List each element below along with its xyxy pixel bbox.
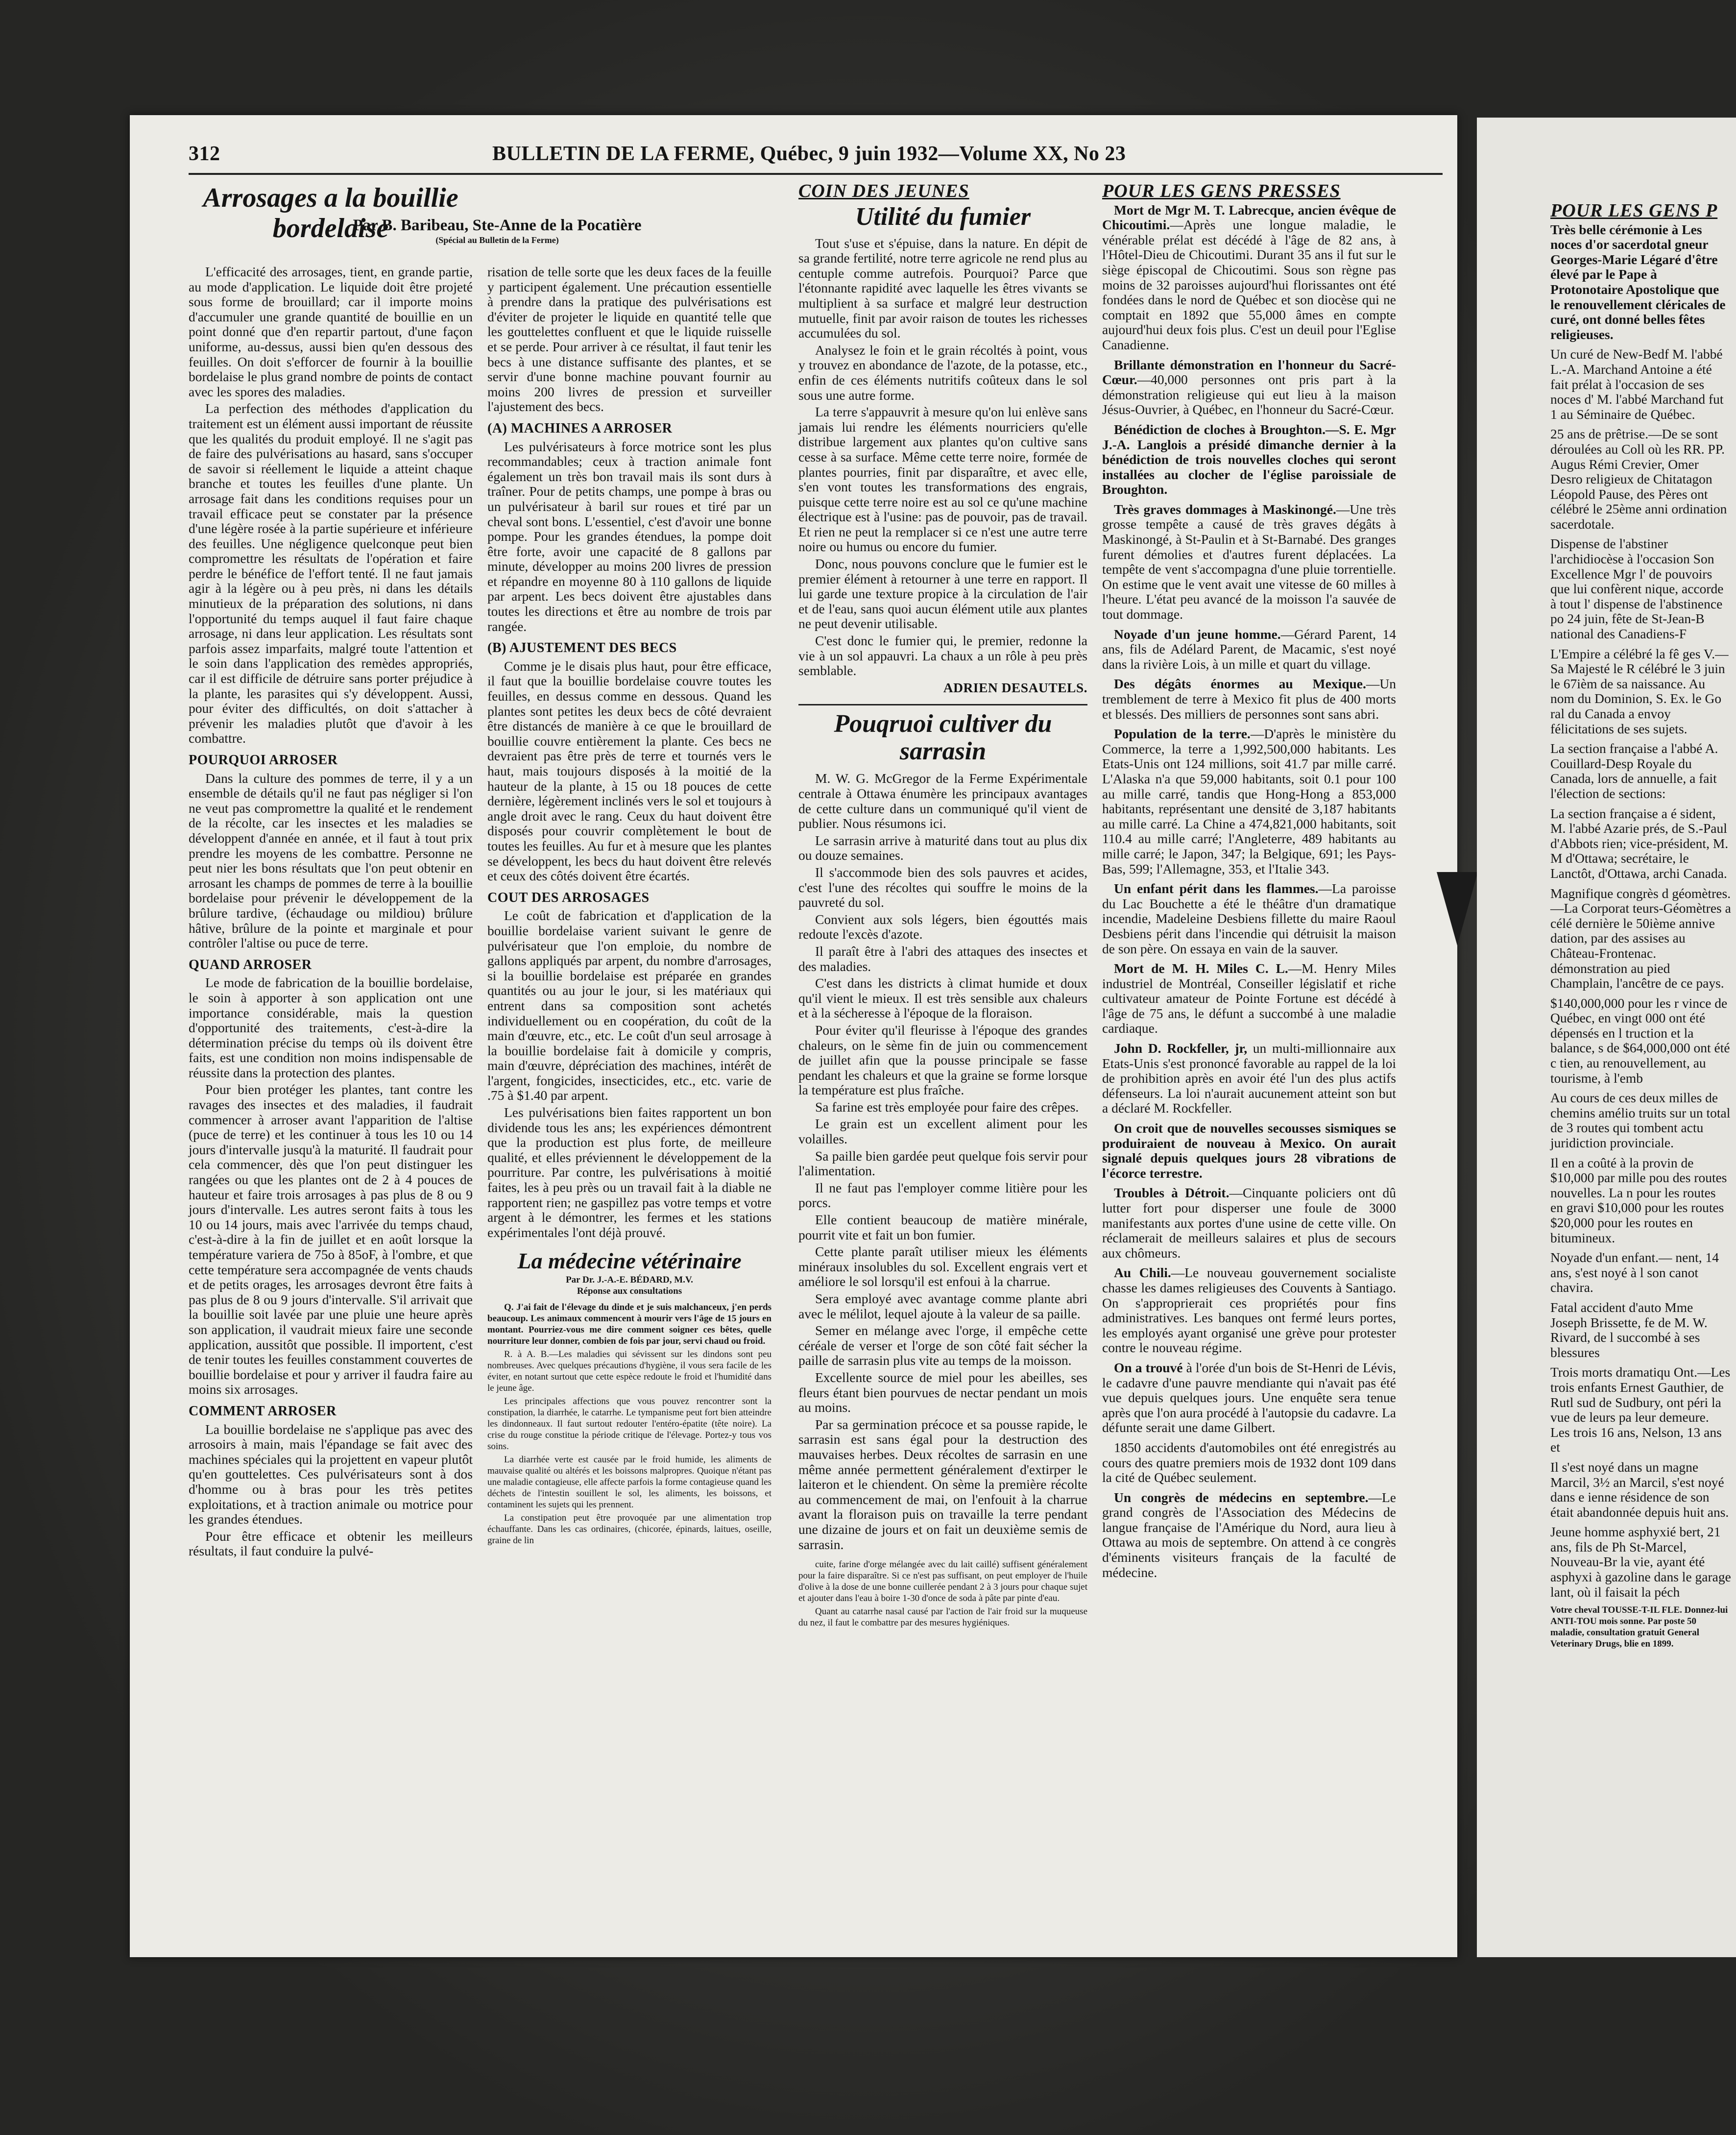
news-item: La section française a l'abbé A. Couillard-Desp Royale du Canada, lors de annuelle, a fait l'élection de sections: (1550, 741, 1718, 801)
paragraph: Excellente source de miel pour les abeilles, ses fleurs étant bien pourvues de nectar pendant un mois au moins. (798, 1369, 1087, 1415)
subheading-cout: COUT DES ARROSAGES (487, 890, 650, 905)
article-headline-arrosages: Arrosages a la bouillie bordelaise (203, 183, 458, 243)
paragraph: Le mode de fabrication de la bouillie bordelaise, le soin à apporter à son application ont une importance considérable, mais la question d'opportunité des traitements, c'est-à-dire la détermination précise du temps où ils doivent être faits, est une condition non moins indispensable de réussite dans la protection des plantes. (189, 975, 473, 1080)
subheading-comment: COMMENT ARROSER (189, 1403, 337, 1419)
paragraph: Comme je le disais plus haut, pour être efficace, il faut que la bouillie bordelaise couvre toutes les feuilles, en dessus comme en dessous. Quand les plantes sont petites les deux becs de côté devraient être distancés de manière à ce que le brouillard de bouillie couvre entièrement la plante. Ces becs ne devraient pas être près de terre et tournés vers le haut, mais toujours disposés à la moitié de la hauteur de la plante, à 15 ou 18 pouces de cette dernière, légèrement inclinés vers le sol et toujours à angle droit avec le rang. Ceux du haut doivent être disposés pour couvrir complètement le bout de toutes les feuilles. Au fur et à mesure que les plantes se développent, les becs du haut doivent être relevés et ceux des côtés doivent être écartés. (487, 658, 772, 884)
article-headline-sarrasin: Pouqruoi cultiver du sarrasin (798, 704, 1087, 765)
paragraph: Sa paille bien gardée peut quelque fois servir pour l'alimentation. (798, 1148, 1087, 1179)
page-number: 312 (189, 143, 220, 165)
news-item: Mort de Mgr M. T. Labrecque, ancien évêque de Chicoutimi.—Après une longue maladie, le vénérable prélat est décédé à l'âge de 82 ans, à l'Hôtel-Dieu de Chicoutimi. Durant 35 ans il fut sur le siège épiscopal de Chicoutimi. Sous son règne pas moins de 32 paroisses aujourd'hui florissantes ont été fondées dans le nord de Québec et son diocèse qui ne comptait en 1892 que 55,000 âmes en compte aujourd'hui deux fois plus. C'est un deuil pour l'Eglise Canadienne. (1102, 202, 1396, 352)
news-item: Noyade d'un enfant.— nent, 14 ans, s'est noyé à l son canot chavira. (1550, 1250, 1719, 1295)
news-item: Des dégâts énormes au Mexique.—Un tremblement de terre à Mexico fit plus de 400 morts et blessés. Des milliers de personnes sont sans abri. (1102, 676, 1396, 722)
paragraph: Tout s'use et s'épuise, dans la nature. En dépit de sa grande fertilité, notre terre agricole ne rend plus au centuple comme autrefois. Pourquoi? Parce que l'étonnante rapidité avec laquelle les êtres vivants se multiplient à sa surface et malgré leur destruction mutuelle, finit par avoir raison de toutes les richesses accumulées du sol. (798, 235, 1087, 341)
section-coin-des-jeunes: COIN DES JEUNES (798, 181, 969, 201)
news-item: Un congrès de médecins en septembre.—Le grand congrès de l'Association des Médecins de langue française de l'Amérique du Nord, aura lieu à Ottawa au mois de septembre. On attend à ce congrès d'éminents visiteurs français de la faculté de médecine. (1102, 1489, 1396, 1580)
news-item: 1850 accidents d'automobiles ont été enregistrés au cours des quatre premiers mois de 1932 dont 109 dans la cité de Québec seulement. (1102, 1439, 1396, 1485)
column-3 (798, 181, 1087, 1630)
paragraph: La perfection des méthodes d'application du traitement est un élément aussi important de réussite que les qualités du produit employé. Il ne s'agit pas de faire des pulvérisations au hasard, sans s'occuper de savoir si réellement le liquide a atteint chaque branche et toutes les feuilles d'une plante. Un arrosage fait dans les conditions requises pour un travail efficace peut se constater par la présence d'une légère rosée à la partie supérieure et inférieure des feuilles. Une négligence quelconque peut bien compromettre les résultats de l'opération et faire perdre le bénéfice de l'effort tenté. Il ne faut jamais agir à la légère ou à peu près, ni dans les détails minutieux de la préparation des solutions, ni dans l'opportunité du temps auquel il faut faire chaque arrosage, ni dans leur application. Les résultats sont parfois assez imparfaits, malgré toute l'attention et le soin dans l'application des remèdes appropriés, car il est difficile de détruire sans porter préjudice à la plante, les parasites qui s'y développent. Aussi, pour éviter des difficultés, on doit s'attacher à prévenir les maladies plutôt que d'avoir à les combattre. (189, 401, 473, 746)
paragraph: Les pulvérisations bien faites rapportent un bon dividende tous les ans; les expériences démontrent que la production est plus forte, de meilleure qualité, et elles préviennent le développement de la pourriture. Par contre, les pulvérisations à moitié faites, les à peu près ou un travail fait à la diable ne rapportent rien; ne gaspillez pas votre temps et votre argent à le démontrer, les fermes et les stations expérimentales l'ont déjà prouvé. (487, 1105, 772, 1240)
section-gens-presses-adjacent: POUR LES GENS P (1550, 200, 1718, 221)
subheading-ajustement: (B) AJUSTEMENT DES BECS (487, 640, 677, 656)
paragraph: Le sarrasin arrive à maturité dans tout au plus dix ou douze semaines. (798, 832, 1087, 863)
masthead-rule (189, 173, 1443, 175)
byline-note: (Spécial au Bulletin de la Ferme) (435, 235, 559, 245)
byline: Par B. Baribeau, Ste-Anne de la Pocatière (353, 217, 642, 234)
paragraph: Convient aux sols légers, bien égouttés mais redoute l'excès d'azote. (798, 911, 1087, 942)
paragraph: Semer en mélange avec l'orge, il empêche cette céréale de verser et l'orge de son côté fait sécher la paille de sarrasin plus vite au temps de la moisson. (798, 1323, 1087, 1368)
masthead-title: BULLETIN DE LA FERME, Québec, 9 juin 1932—Volume XX, No 23 (492, 143, 1126, 165)
paragraph: Pour être efficace et obtenir les meilleurs résultats, il faut conduire la pulvé- (189, 1528, 473, 1559)
paragraph: La terre s'appauvrit à mesure qu'on lui enlève sans jamais lui rendre les éléments nourriciers qu'elle distribue largement aux plantes qu'on cultive sans cesse à sa surface. Même cette terre noire, formée de plantes pourries, finit par disparaître, et avec elle, s'en vont toutes les transformations des engrais, puisque cette terre noire est au sol ce qu'une machine électrique est à l'usine: pas de pouvoir, pas de travail. Et rien ne peut la remplacer si ce n'est une autre terre noire ou humus ou encore du fumier. (798, 404, 1087, 555)
paragraph: Cette plante paraît utiliser mieux les éléments minéraux insolubles du sol. Excellent engrais vert et améliore le sol lorsqu'il est enfoui à la charrue. (798, 1244, 1087, 1289)
news-item: Fatal accident d'auto Mme Joseph Brissette, fe de M. W. Rivard, de l succombé à ses blessures (1550, 1299, 1708, 1360)
news-item: 25 ans de prêtrise.—De se sont déroulées au Coll où les RR. PP. Augus Rémi Crevier, Omer Desro religieux de Chitatagon Léopold Pause, des Pères ont célébré le 25ème anni ordination sacerdotale. (1550, 426, 1727, 532)
vet-answer-continued: Quant au catarrhe nasal causé par l'action de l'air froid sur la muqueuse du nez, il faut le combattre par des mesures hygiéniques. (798, 1606, 1087, 1628)
vet-answer: La constipation peut être provoquée par une alimentation trop échauffante. Dans les cas ordinaires, (chicorée, épinards, laitues, oseille, graine de lin (487, 1513, 772, 1546)
paragraph: Il s'accommode bien des sols pauvres et acides, c'est l'une des récoltes qui souffre le moins de la pauvreté du sol. (798, 864, 1087, 910)
news-item: Population de la terre.—D'après le ministère du Commerce, la terre a 1,992,500,000 habitants. Les Etats-Unis ont 124 millions, soit 41.7 par mille carré. L'Alaska n'a que 59,000 habitants, soit 0.1 pour 100 au mille carré, tandis que Hong-Hong a 853,000 habitants, représentant une densité de 3,187 habitants au mille carré. La Chine a 474,821,000 habitants, soit 110.4 au mille carré; l'Angleterre, 489 habitants au mille carré; le Japon, 347; la Belgique, 691; les Pays-Bas, 599; l'Allemagne, 353, et l'Italie 343. (1102, 726, 1397, 876)
subheading-machines: (A) MACHINES A ARROSER (487, 420, 673, 436)
section-gens-presses: POUR LES GENS PRESSES (1102, 181, 1341, 201)
news-item: John D. Rockfeller, jr, un multi-millionnaire aux Etats-Unis s'est prononcé favorable au rappel de la loi de prohibition après en avoir été l'un des plus actifs défenseurs. La loi n'aurait aucunement atteint son but a déclaré M. Rockfeller. (1102, 1041, 1396, 1116)
article-headline-fumier: Utilité du fumier (855, 202, 1031, 231)
paragraph: Analysez le foin et le grain récoltés à point, vous y trouvez en abondance de l'azote, de la potasse, etc., enfin de ces éléments nutritifs coûteux dans le sol sous une autre forme. (798, 342, 1087, 403)
paragraph: Les pulvérisateurs à force motrice sont les plus recommandables; ceux à traction animale font également un très bon travail mais ils sont durs à traîner. Pour de petits champs, une pompe à bras ou un pulvérisateur à baril sur roues et tiré par un cheval sont bons. L'essentiel, c'est d'avoir une bonne pompe. Pour les grandes étendues, la pompe doit être forte, avoir une capacité de 8 gallons par minute, développer au moins 200 livres de pression et répandre en moyenne 80 à 110 gallons de liquide par arpent. Les becs doivent être ajustables dans toutes les directions et être au nombre de trois par rangée. (487, 438, 772, 634)
news-item: L'Empire a célébré la fê ges V.—Sa Majesté le R célébré le 3 juin le 67ièm de sa naissance. Au nom du Dominion, S. Ex. le Go ral du Canada a envoy félicitations de ses sujets. (1550, 646, 1729, 736)
paragraph: C'est donc le fumier qui, le premier, redonne la vie à un sol appauvri. La chaux a un rôle à peu près semblable. (798, 633, 1087, 679)
article-headline-veterinaire: La médecine vétérinaire (517, 1248, 742, 1274)
news-item: Dispense de l'abstiner l'archidiocèse à l'occasion Son Excellence Mgr l' de pouvoirs que lui confèrent nique, accorde à tout l' dispense de l'abstinence po 24 juin, fête de St-Jean-B national des Canadiens-F (1550, 536, 1724, 642)
news-item: Noyade d'un jeune homme.—Gérard Parent, 14 ans, fils de Adélard Parent, de Macamic, s'est noyé dans la rivière Lois, à un mille et quart du village. (1102, 626, 1396, 672)
news-item: Bénédiction de cloches à Broughton.—S. E. Mgr J.-A. Langlois a présidé dimanche dernier à la bénédiction de trois nouvelles cloches qui seront installées au clocher de l'église paroissiale de Broughton. (1102, 421, 1396, 497)
adjacent-page-column (1477, 118, 1736, 1650)
news-item: Brillante démonstration en l'honneur du Sacré-Cœur.—40,000 personnes ont pris part à la démonstration religieuse qui eut lieu à la maison Jésus-Ouvrier, à Québec, en l'honneur du Sacré-Cœur. (1102, 357, 1396, 417)
news-item: Un curé de New-Bedf M. l'abbé L.-A. Marchand Antoine a été fait prélat à l'occasion de ses noces d' M. l'abbé Marchand fut 1 au Séminaire de Québec. (1550, 346, 1724, 422)
news-item: Au cours de ces deux milles de chemins amélio truits sur un total de 3 routes qui tombent actu juridiction provinciale. (1550, 1090, 1731, 1151)
signature: ADRIEN DESAUTELS. (943, 679, 1087, 695)
news-item: Au Chili.—Le nouveau gouvernement socialiste chasse les dames religieuses des Couvents à Santiago. On s'approprierait ces propriétés pour fins administratives. Les banques ont fermé leurs portes, les employés ayant organisé une grève pour protester contre le nouveau régime. (1102, 1265, 1396, 1356)
paragraph: C'est dans les districts à climat humide et doux qu'il vient le mieux. Il est très sensible aux chaleurs et à la sécheresse à l'époque de la floraison. (798, 975, 1087, 1021)
vet-answer: R. à A. B.—Les maladies qui sévissent sur les dindons sont peu nombreuses. Avec quelques précautions d'hygiène, il vous sera facile de les éviter, en notant surtout que cette espèce redoute le froid et l'humidité dans le jeune âge. (487, 1349, 772, 1394)
news-item: Mort de M. H. Miles C. L.—M. Henry Miles industriel de Montréal, Conseiller législatif et riche cultivateur amateur de Pointe Fortune est décédé à l'âge de 75 ans, le défunt a succombé à une maladie cardiaque. (1102, 961, 1396, 1036)
vet-answer: La diarrhée verte est causée par le froid humide, les aliments de mauvaise qualité ou altérés et les boissons malpropres. Quoique n'étant pas une maladie contagieuse, elle affecte parfois la forme contagieuse quand les déchets de l'intestin souillent le sol, les aliments, les boissons, et contaminent les sujets qui les prennent. (487, 1455, 772, 1510)
adjacent-page (1477, 118, 1736, 1957)
paragraph: Il ne faut pas l'employer comme litière pour les porcs. (798, 1180, 1087, 1211)
news-item: Il s'est noyé dans un magne Marcil, 3½ an Marcil, s'est noyé dans e ienne résidence de son était abandonnée depuis huit ans. (1550, 1459, 1729, 1520)
advertisement: Votre cheval TOUSSE-T-IL FLE. Donnez-lui ANTI-TOU mois sonne. Par poste 50 maladie, consultation gratuit General Veterinary Drugs, blie en 1899. (1550, 1605, 1728, 1650)
vet-subheading: Réponse aux consultations (577, 1286, 682, 1297)
column-1-byline (189, 216, 806, 246)
paragraph: M. W. G. McGregor de la Ferme Expérimentale centrale à Ottawa énumère les principaux avantages de cette culture dans un communiqué qu'il vient de publier. Nous résumons ici. (798, 771, 1087, 831)
subheading-pourquoi: POURQUOI ARROSER (189, 752, 338, 768)
news-item: Très belle cérémonie à Les noces d'or sacerdotal gneur Georges-Marie Légaré d'être élevé par le Pape à Protonotaire Apostolique que le renouvellement cléricales de curé, ont donné belles fêtes religieuses. (1550, 221, 1726, 342)
column-1-body (189, 265, 473, 1561)
news-item: Jeune homme asphyxié bert, 21 ans, fils de Ph St-Marcel, Nouveau-Br la vie, ayant été asphyxi à gazoline dans le garage lant, où il faisait la péch (1550, 1524, 1731, 1600)
news-item: Magnifique congrès d géomètres.—La Corporat teurs-Géomètres a célé dernière le 50ième annive dation, par des assises au Château-Frontenac. démonstration au pied Champlain, l'ancêtre de ce pays. (1550, 885, 1731, 991)
paragraph: Elle contient beaucoup de matière minérale, pourrit vite et fait un bon fumier. (798, 1212, 1087, 1242)
gutter-shadow (1437, 872, 1478, 946)
paragraph: Il paraît être à l'abri des attaques des insectes et des maladies. (798, 943, 1087, 974)
news-item: Un enfant périt dans les flammes.—La paroisse du Lac Bouchette a été le théâtre d'un dramatique incendie, Madeleine Desbiens fillette du maire Raoul Desbiens périt dans l'incendie qui détruisit la maison de son père. On essaya en vain de la sauver. (1102, 881, 1396, 956)
paragraph: risation de telle sorte que les deux faces de la feuille y participent également. Une précaution essentielle à prendre dans la pratique des pulvérisations est d'éviter de projeter le liquide en quantité telle que les gouttelettes confluent et que le liquide ruisselle et se perde. Pour arriver à ce résultat, il faut tenir les becs à une distance suffisante des plantes, et se servir d'une bonne machine pouvant fournir au moins 200 livres de pression et surveiller l'ajustement des becs. (487, 264, 772, 414)
news-item: Il en a coûté à la provin de $10,000 par mille pou des routes nouvelles. La n pour les routes en gravi $10,000 pour les routes $20,000 pour les routes en bitumineux. (1550, 1155, 1727, 1245)
subheading-quand: QUAND ARROSER (189, 957, 312, 972)
paragraph: Le grain est un excellent aliment pour les volailles. (798, 1116, 1087, 1147)
paragraph: Le coût de fabrication et d'application de la bouillie bordelaise varient suivant le genre de pulvérisateur que l'on emploie, du nombre de gallons appliqués par arpent, du nombre d'arrosages, si la bouillie bordelaise est préparée en grandes quantités ou au jour le jour, si les matériaux qui entrent dans sa composition sont achetés individuellement ou en coopération, du coût de la main d'œuvre, etc., etc. Le coût d'un seul arrosage à la bouillie bordelaise fait à domicile y compris, main d'œuvre, dépréciation des machines, intérêt de l'argent, fongicides, insecticides, etc., etc. varie de .75 à $1.40 par arpent. (487, 908, 772, 1103)
news-item: On a trouvé à l'orée d'un bois de St-Henri de Lévis, le cadavre d'une pauvre mendiante qui n'avait pas été vue depuis quelques jours. Une enquête sera tenue après que l'on aura procédé à l'autopsie du cadavre. La défunte serait une dame Gilbert. (1102, 1359, 1396, 1435)
news-item: Troubles à Détroit.—Cinquante policiers ont dû lutter fort pour disperser une foule de 3000 manifestants aux portes d'une usine de cette ville. On réclamerait de meilleurs salaires et plus de secours aux chômeurs. (1102, 1185, 1396, 1261)
news-item: $140,000,000 pour les r vince de Québec, en vingt 000 ont été dépensés en l truction et la balance, s de $64,000,000 ont été c tien, au renouvellement, au tourisme, à l'emb (1550, 995, 1730, 1086)
news-item: Trois morts dramatiqu Ont.—Les trois enfants Ernest Gauthier, de Rutl sud de Sudbury, ont péri la vue de leurs pa leur demeure. Les trois 16 ans, Nelson, 13 ans et (1550, 1364, 1731, 1455)
news-item: On croit que de nouvelles secousses sismiques se produiraient de nouveau à Mexico. On aurait signalé depuis quelques jours 28 vibrations de l'écorce terrestre. (1102, 1120, 1396, 1181)
paragraph: Sera employé avec avantage comme plante abri avec le mélilot, lequel ajoute à la valeur de sa paille. (798, 1291, 1087, 1321)
paragraph: Sa farine est très employée pour faire des crêpes. (815, 1099, 1079, 1115)
vet-question: Q. J'ai fait de l'élevage du dinde et je suis malchanceux, j'en perds beaucoup. Les animaux commencent à mourir vers l'âge de 15 jours en montant. Pourriez-vous me dire comment soigner ces bêtes, quelle nourriture leur donner, combien de fois par jour, servi chaud ou froid. (487, 1302, 772, 1347)
vet-answer-continued: cuite, farine d'orge mélangée avec du lait caillé) suffisent généralement pour la faire disparaître. Si ce n'est pas suffisant, on peut employer de l'huile d'olive à la dose de une bonne cuillerée pendant 2 à 3 jours pour chaque sujet et ajouter dans l'eau à boire 1-30 d'once de soda à pâte par pinte d'eau. (798, 1559, 1087, 1604)
vet-answer: Les principales affections que vous pouvez rencontrer sont la constipation, la diarrhée, le catarrhe. Le tympanisme peut fort bien atteindre les dindonneaux. Il faut surtout redouter l'entéro-épatite (tête noire). La crise du rouge constitue la période critique de l'élevage. Portez-y tous vos soins. (487, 1396, 772, 1452)
paragraph: Par sa germination précoce et sa pousse rapide, le sarrasin est sans égal pour la destruction des mauvaises herbes. Deux récoltes de sarrasin en une même année permettent généralement d'extirper le laiteron et le chiendent. On sème la première récolte au commencement de mai, on l'enfouit à la charrue avant la floraison puis on travaille la terre pendant une dizaine de jours et on fait un deuxième semis de sarrasin. (798, 1416, 1087, 1552)
paragraph: L'efficacité des arrosages, tient, en grande partie, au mode d'application. Le liquide doit être projeté sous forme de brouillard; car il importe moins d'accumuler une grande quantité de bouillie en un point donné que d'en repartir partout, d'une façon uniforme, au-dessus, aussi bien qu'en dessous des feuilles. On doit s'efforcer de fournir à la bouillie bordelaise le plus grand nombre de points de contact avec les spores des maladies. (189, 264, 473, 399)
paragraph: Donc, nous pouvons conclure que le fumier est le premier élément à retourner à une terre en rapport. Il lui garde une texture propice à la circulation de l'air et de l'eau, sans quoi aucun élément utile aux plantes ne peut devenir utilisable. (798, 556, 1087, 631)
vet-byline: Par Dr. J.-A.-E. BÉDARD, M.V. (566, 1275, 693, 1286)
newspaper-page (130, 115, 1457, 1957)
column-2 (487, 265, 772, 1548)
news-item: Très graves dommages à Maskinongé.—Une très grosse tempête a causé de très graves dégâts à Maskinongé, à St-Paulin et à St-Barnabé. Des granges furent démolies et d'autres furent déplacées. La tempête de vent s'accompagna d'une pluie torrentielle. On estime que le vent avait une vitesse de 60 milles à l'heure. L'état peu avancé de la moisson l'a sauvée de tout dommage. (1102, 501, 1396, 622)
column-4 (1102, 181, 1397, 1585)
paragraph: La bouillie bordelaise ne s'applique pas avec des arrosoirs à main, mais l'épandage se fait avec des machines spéciales qui la projettent en vapeur plutôt qu'en gouttelettes. Ces pulvérisateurs sont à dos d'homme ou à bras pour les très petites exploitations, et à traction animale ou motrice pour les grandes étendues. (189, 1421, 473, 1527)
paragraph: Dans la culture des pommes de terre, il y a un ensemble de détails qu'il ne faut pas négliger si l'on ne veut pas compromettre la qualité et le rendement de la récolte, car les insectes et les maladies se développent d'année en année, et il faut à tout prix prendre les moyens de les combattre. Personne ne peut nier les bons résultats que l'on peut obtenir en arrosant les champs de pommes de terre à la bouillie bordelaise pour prévenir le développement de la brûlure tardive, (échaudage ou mildiou) brûlure hâtive, brûlure de la pointe et marginale et pour contrôler l'altise ou puce de terre. (189, 770, 473, 951)
news-item: La section française a é sident, M. l'abbé Azarie prés, de S.-Paul d'Abbots rien; vice-président, M. M d'Ottawa; secrétaire, le Lanctôt, d'Ottawa, archi Canada. (1550, 805, 1729, 881)
masthead (189, 142, 1315, 171)
paragraph: Pour bien protéger les plantes, tant contre les ravages des insectes et des maladies, il faudrait commencer à arroser avant l'apparition de l'altise (puce de terre) et les continuer à tous les 10 ou 14 jours d'intervalle jusqu'à la maturité. Il faudrait pour cela commencer, dès que l'on peut distinguer les rangées ou que les plantes ont de 2 à 4 pouces de hauteur et faire trois arrosages à pas plus de 8 ou 9 jours d'intervalle. Les autres seront faits à tous les 10 ou 14 jours, mais avec l'arrivée du temps chaud, c'est-à-dire à la fin de juillet et en août lorsque la température variera de 75o à 85oF, à l'ombre, et que cette température sera accompagnée de vents chauds et de petits orages, les arrosages devront être faits à pas plus de 8 ou 9 jours d'intervalle. S'il arrivait que la bouillie soit lavée par une pluie une heure après son application, il vaudrait mieux faire une seconde application, aussitôt que possible. Il importent, c'est de tenir toutes les feuilles constamment couvertes de bouillie bordelaise et pour y arriver il faudra faire au moins six arrosages. (189, 1082, 473, 1397)
paragraph: Pour éviter qu'il fleurisse à l'époque des grandes chaleurs, on le sème fin de juin ou commencement de juillet afin que la pousse principale se fasse pendant les chaleurs et que la graine se forme lorsque la température est plus fraîche. (798, 1022, 1087, 1098)
